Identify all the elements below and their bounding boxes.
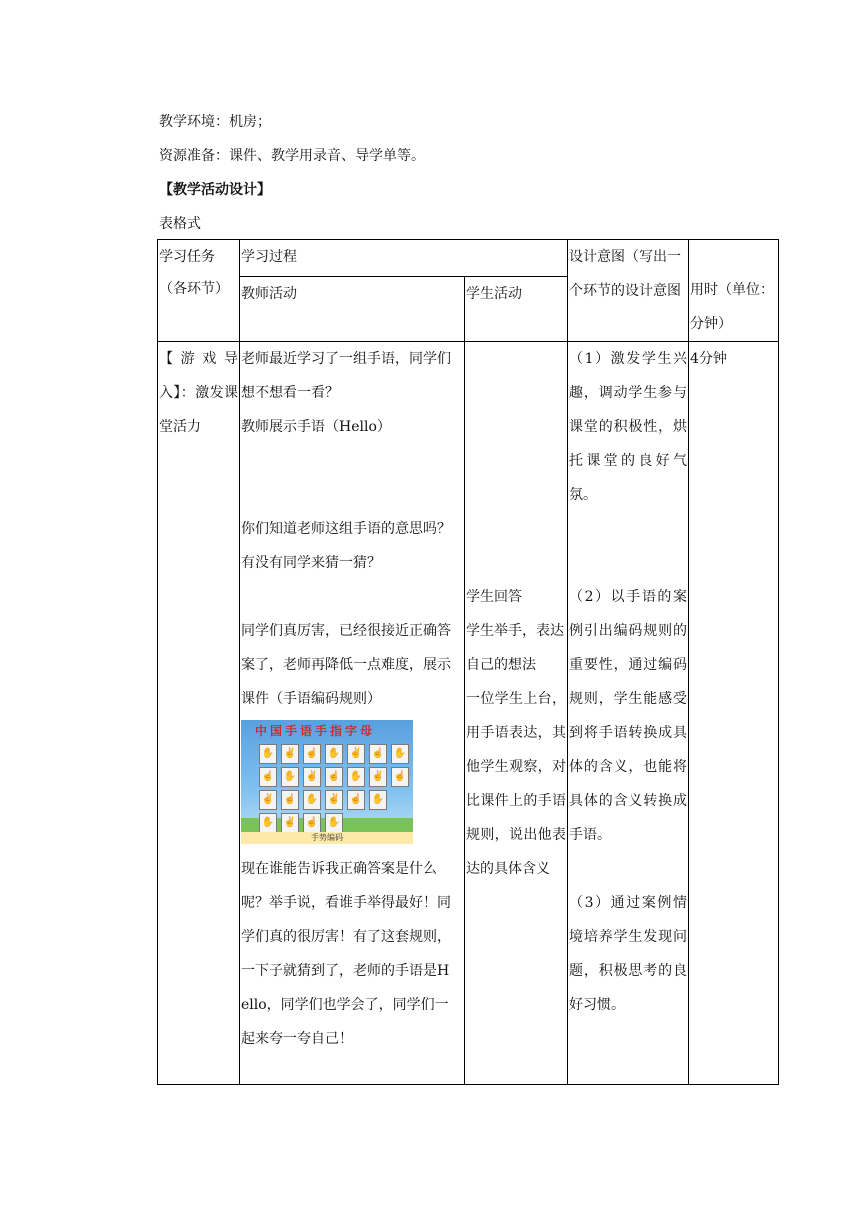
header-process-cell [240, 240, 568, 277]
student-spacer [466, 342, 566, 580]
header-process-label: 学习过程 [241, 249, 297, 265]
header-teacher-label: 教师活动 [241, 286, 297, 303]
header-task-sub-label: （各环节） [159, 281, 229, 297]
intent-spacer-2 [569, 852, 687, 886]
header-task-cell [158, 240, 240, 342]
header-time-cell [689, 240, 779, 342]
student-line-1: 学生回答 [466, 589, 522, 605]
student-activity-cell [465, 342, 568, 1085]
task-cell [158, 342, 240, 1085]
intent-line-2: （2）以手语的案例引出编码规则的重要性，通过编码规则，学生能感受到将手语转换成具体的含义，也能将具体的含义转换成手语。 [569, 589, 687, 843]
time-value: 4分钟 [690, 351, 727, 367]
header-teacher-cell [240, 277, 465, 342]
header-task-label: 学习任务 [159, 249, 215, 265]
teacher-activity-cell [240, 342, 465, 1085]
intent-spacer [569, 512, 687, 580]
section-heading: 【教学活动设计】 [159, 182, 271, 198]
teacher-line-2: 教师展示手语（Hello） [241, 419, 391, 435]
task-text: 【游戏导入】：激发课堂活力 [159, 351, 238, 435]
image-title: 中国手语手指字母 [255, 724, 376, 738]
teacher-line-5: 现在谁能告诉我正确答案是什么呢？举手说，看谁手举得最好！同学们真的很厉害！有了这套规则，一下子就猜到了，老师的手语是Hello，同学们也学会了，同学们一起来夸一夸自己！ [241, 861, 451, 1047]
header-student-cell [465, 277, 568, 342]
teacher-spacer-2 [241, 580, 463, 614]
intent-line-1: （1）激发学生兴趣，调动学生参与课堂的积极性，烘托课堂的良好气氛。 [569, 351, 687, 503]
resource-preparation: 资源准备：课件、教学用录音、导学单等。 [159, 148, 425, 164]
teacher-spacer [241, 444, 463, 512]
time-cell [689, 342, 779, 1085]
teacher-line-1: 老师最近学习了一组手语，同学们想不想看一看？ [241, 351, 451, 401]
intent-line-3: （3）通过案例情境培养学生发现问题，积极思考的良好习惯。 [569, 895, 687, 1013]
header-time-label: 用时（单位：分钟） [690, 282, 774, 332]
activity-design-table [157, 239, 779, 1085]
table-format-label: 表格式 [159, 216, 201, 232]
image-caption: 手势编码 [241, 832, 413, 844]
hand-sign-alphabet-image: 中国手语手指字母 ✋ ✌ ☝ ✋ ✌ ☝ ✋ ☝ ✋ ✌ ☝ ✋ ✌ ☝ ✌ ☝ ✋ ✌ ☝ ✋ ✋ ✌ ☝ ✋ 手势编码 [241, 720, 413, 844]
student-line-2: 学生举手，表达自己的想法 [466, 623, 564, 673]
header-intent-label: 设计意图（写出一个环节的设计意图 [569, 249, 681, 299]
design-intent-cell [568, 342, 689, 1085]
header-student-label: 学生活动 [466, 286, 522, 303]
header-intent-cell [568, 240, 689, 342]
teacher-line-3: 你们知道老师这组手语的意思吗？有没有同学来猜一猜？ [241, 521, 451, 571]
teaching-environment: 教学环境：机房； [159, 114, 271, 130]
student-line-3: 一位学生上台，用手语表达，其他学生观察，对比课件上的手语规则，说出他表达的具体含义 [466, 691, 566, 877]
teacher-line-4: 同学们真厉害，已经很接近正确答案了，老师再降低一点难度，展示课件（手语编码规则） [241, 623, 451, 707]
